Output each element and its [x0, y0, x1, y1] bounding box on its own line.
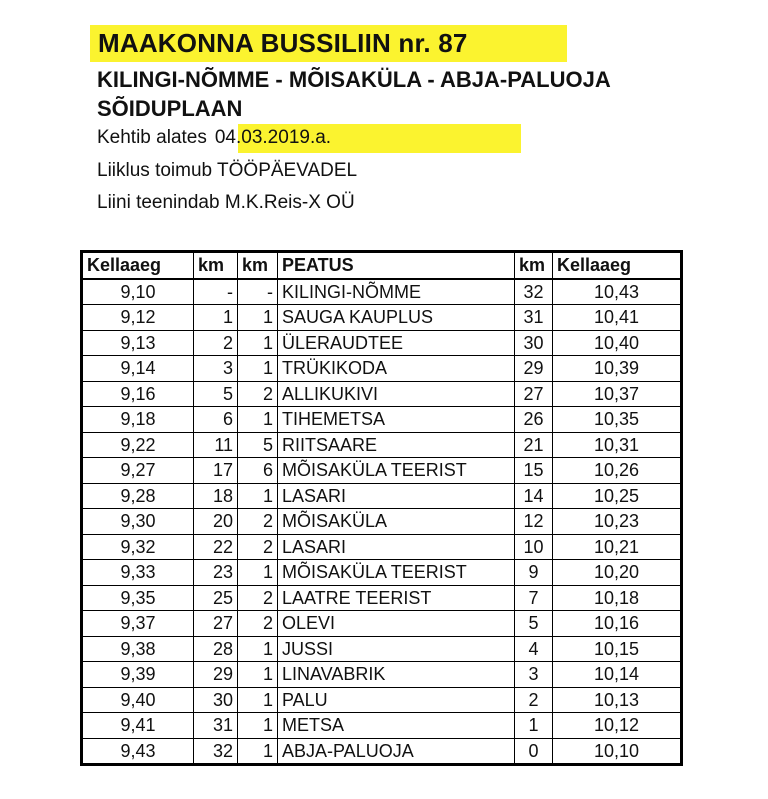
time-out: 9,12	[82, 305, 194, 331]
table-row	[82, 534, 682, 560]
time-return: 10,20	[553, 560, 682, 586]
time-return: 10,23	[553, 509, 682, 535]
page-title: MAAKONNA BUSSILIIN nr. 87	[98, 28, 468, 58]
km-cumulative: 30	[194, 687, 238, 713]
stop-name: TIHEMETSA	[278, 407, 515, 433]
time-out: 9,13	[82, 330, 194, 356]
km-segment: 5	[238, 432, 278, 458]
km-cumulative: 2	[194, 330, 238, 356]
km-segment: 2	[238, 585, 278, 611]
header-km-segment: km	[238, 252, 278, 279]
time-out: 9,27	[82, 458, 194, 484]
km-cumulative: 5	[194, 381, 238, 407]
km-segment: 1	[238, 713, 278, 739]
service-days: Liiklus toimub TÖÖPÄEVADEL	[97, 160, 358, 181]
time-return: 10,21	[553, 534, 682, 560]
stop-name: MÕISAKÜLA	[278, 509, 515, 535]
km-segment: 1	[238, 483, 278, 509]
table-row	[82, 330, 682, 356]
time-return: 10,26	[553, 458, 682, 484]
time-return: 10,35	[553, 407, 682, 433]
table-row	[82, 381, 682, 407]
time-return: 10,43	[553, 279, 682, 305]
km-segment: 1	[238, 330, 278, 356]
time-out: 9,38	[82, 636, 194, 662]
table-row	[82, 738, 682, 765]
km-return: 5	[515, 611, 553, 637]
km-segment: 1	[238, 560, 278, 586]
km-cumulative: -	[194, 279, 238, 305]
km-segment: 1	[238, 356, 278, 382]
table-row	[82, 509, 682, 535]
table-row	[82, 458, 682, 484]
time-return: 10,39	[553, 356, 682, 382]
time-return: 10,10	[553, 738, 682, 765]
table-row	[82, 356, 682, 382]
stop-name: ABJA-PALUOJA	[278, 738, 515, 765]
table-row	[82, 305, 682, 331]
km-segment: 2	[238, 509, 278, 535]
time-out: 9,28	[82, 483, 194, 509]
km-segment: 1	[238, 305, 278, 331]
km-segment: -	[238, 279, 278, 305]
km-cumulative: 17	[194, 458, 238, 484]
km-cumulative: 29	[194, 662, 238, 688]
table-row	[82, 483, 682, 509]
km-return: 7	[515, 585, 553, 611]
km-return: 32	[515, 279, 553, 305]
route-name: KILINGI-NÕMME - MÕISAKÜLA - ABJA-PALUOJA	[97, 67, 611, 92]
time-return: 10,40	[553, 330, 682, 356]
km-return: 27	[515, 381, 553, 407]
km-cumulative: 32	[194, 738, 238, 765]
table-row	[82, 662, 682, 688]
table-row	[82, 279, 682, 305]
stop-name: TRÜKIKODA	[278, 356, 515, 382]
km-cumulative: 28	[194, 636, 238, 662]
km-cumulative: 22	[194, 534, 238, 560]
time-out: 9,41	[82, 713, 194, 739]
km-cumulative: 3	[194, 356, 238, 382]
km-return: 4	[515, 636, 553, 662]
stop-name: SAUGA KAUPLUS	[278, 305, 515, 331]
km-cumulative: 1	[194, 305, 238, 331]
time-out: 9,22	[82, 432, 194, 458]
stop-name: LASARI	[278, 534, 515, 560]
stop-name: PALU	[278, 687, 515, 713]
time-out: 9,43	[82, 738, 194, 765]
km-cumulative: 25	[194, 585, 238, 611]
km-return: 15	[515, 458, 553, 484]
km-cumulative: 18	[194, 483, 238, 509]
km-segment: 2	[238, 534, 278, 560]
stop-name: METSA	[278, 713, 515, 739]
table-row	[82, 432, 682, 458]
time-out: 9,37	[82, 611, 194, 637]
km-segment: 1	[238, 636, 278, 662]
time-out: 9,33	[82, 560, 194, 586]
km-cumulative: 20	[194, 509, 238, 535]
km-return: 10	[515, 534, 553, 560]
valid-from-line	[97, 127, 331, 149]
km-segment: 2	[238, 381, 278, 407]
time-out: 9,39	[82, 662, 194, 688]
km-cumulative: 31	[194, 713, 238, 739]
stop-name: MÕISAKÜLA TEERIST	[278, 560, 515, 586]
time-return: 10,16	[553, 611, 682, 637]
time-out: 9,35	[82, 585, 194, 611]
header-stop: PEATUS	[278, 252, 515, 279]
table-row	[82, 611, 682, 637]
km-segment: 1	[238, 738, 278, 765]
stop-name: LAATRE TEERIST	[278, 585, 515, 611]
time-out: 9,18	[82, 407, 194, 433]
valid-from-date: 04.03.2019.a.	[214, 127, 332, 148]
km-cumulative: 11	[194, 432, 238, 458]
km-return: 3	[515, 662, 553, 688]
stop-name: ALLIKUKIVI	[278, 381, 515, 407]
header-km-cumulative: km	[194, 252, 238, 279]
timetable-header-row	[82, 252, 682, 279]
km-return: 12	[515, 509, 553, 535]
km-return: 29	[515, 356, 553, 382]
km-return: 1	[515, 713, 553, 739]
schedule-subtitle: SÕIDUPLAAN	[97, 96, 243, 121]
km-return: 2	[515, 687, 553, 713]
stop-name: RIITSAARE	[278, 432, 515, 458]
table-row	[82, 713, 682, 739]
valid-from-label: Kehtib alates	[97, 127, 207, 148]
km-segment: 6	[238, 458, 278, 484]
km-return: 31	[515, 305, 553, 331]
time-return: 10,14	[553, 662, 682, 688]
stop-name: MÕISAKÜLA TEERIST	[278, 458, 515, 484]
timetable	[80, 250, 683, 766]
time-out: 9,16	[82, 381, 194, 407]
km-segment: 1	[238, 662, 278, 688]
km-cumulative: 23	[194, 560, 238, 586]
time-out: 9,10	[82, 279, 194, 305]
table-row	[82, 636, 682, 662]
km-return: 26	[515, 407, 553, 433]
table-row	[82, 560, 682, 586]
km-return: 14	[515, 483, 553, 509]
stop-name: LINAVABRIK	[278, 662, 515, 688]
stop-name: LASARI	[278, 483, 515, 509]
time-return: 10,31	[553, 432, 682, 458]
km-return: 0	[515, 738, 553, 765]
stop-name: KILINGI-NÕMME	[278, 279, 515, 305]
time-return: 10,12	[553, 713, 682, 739]
km-segment: 1	[238, 687, 278, 713]
stop-name: OLEVI	[278, 611, 515, 637]
km-segment: 2	[238, 611, 278, 637]
time-out: 9,30	[82, 509, 194, 535]
km-return: 30	[515, 330, 553, 356]
operator-line: Liini teenindab M.K.Reis-X OÜ	[97, 192, 355, 213]
header-km-return: km	[515, 252, 553, 279]
time-return: 10,13	[553, 687, 682, 713]
stop-name: JUSSI	[278, 636, 515, 662]
km-return: 21	[515, 432, 553, 458]
km-cumulative: 6	[194, 407, 238, 433]
km-segment: 1	[238, 407, 278, 433]
time-out: 9,40	[82, 687, 194, 713]
km-return: 9	[515, 560, 553, 586]
table-row	[82, 585, 682, 611]
header-time-return: Kellaaeg	[553, 252, 682, 279]
table-row	[82, 407, 682, 433]
time-out: 9,14	[82, 356, 194, 382]
stop-name: ÜLERAUDTEE	[278, 330, 515, 356]
time-return: 10,41	[553, 305, 682, 331]
time-return: 10,15	[553, 636, 682, 662]
time-return: 10,18	[553, 585, 682, 611]
time-return: 10,25	[553, 483, 682, 509]
table-row	[82, 687, 682, 713]
header-time-out: Kellaaeg	[82, 252, 194, 279]
km-cumulative: 27	[194, 611, 238, 637]
time-return: 10,37	[553, 381, 682, 407]
time-out: 9,32	[82, 534, 194, 560]
